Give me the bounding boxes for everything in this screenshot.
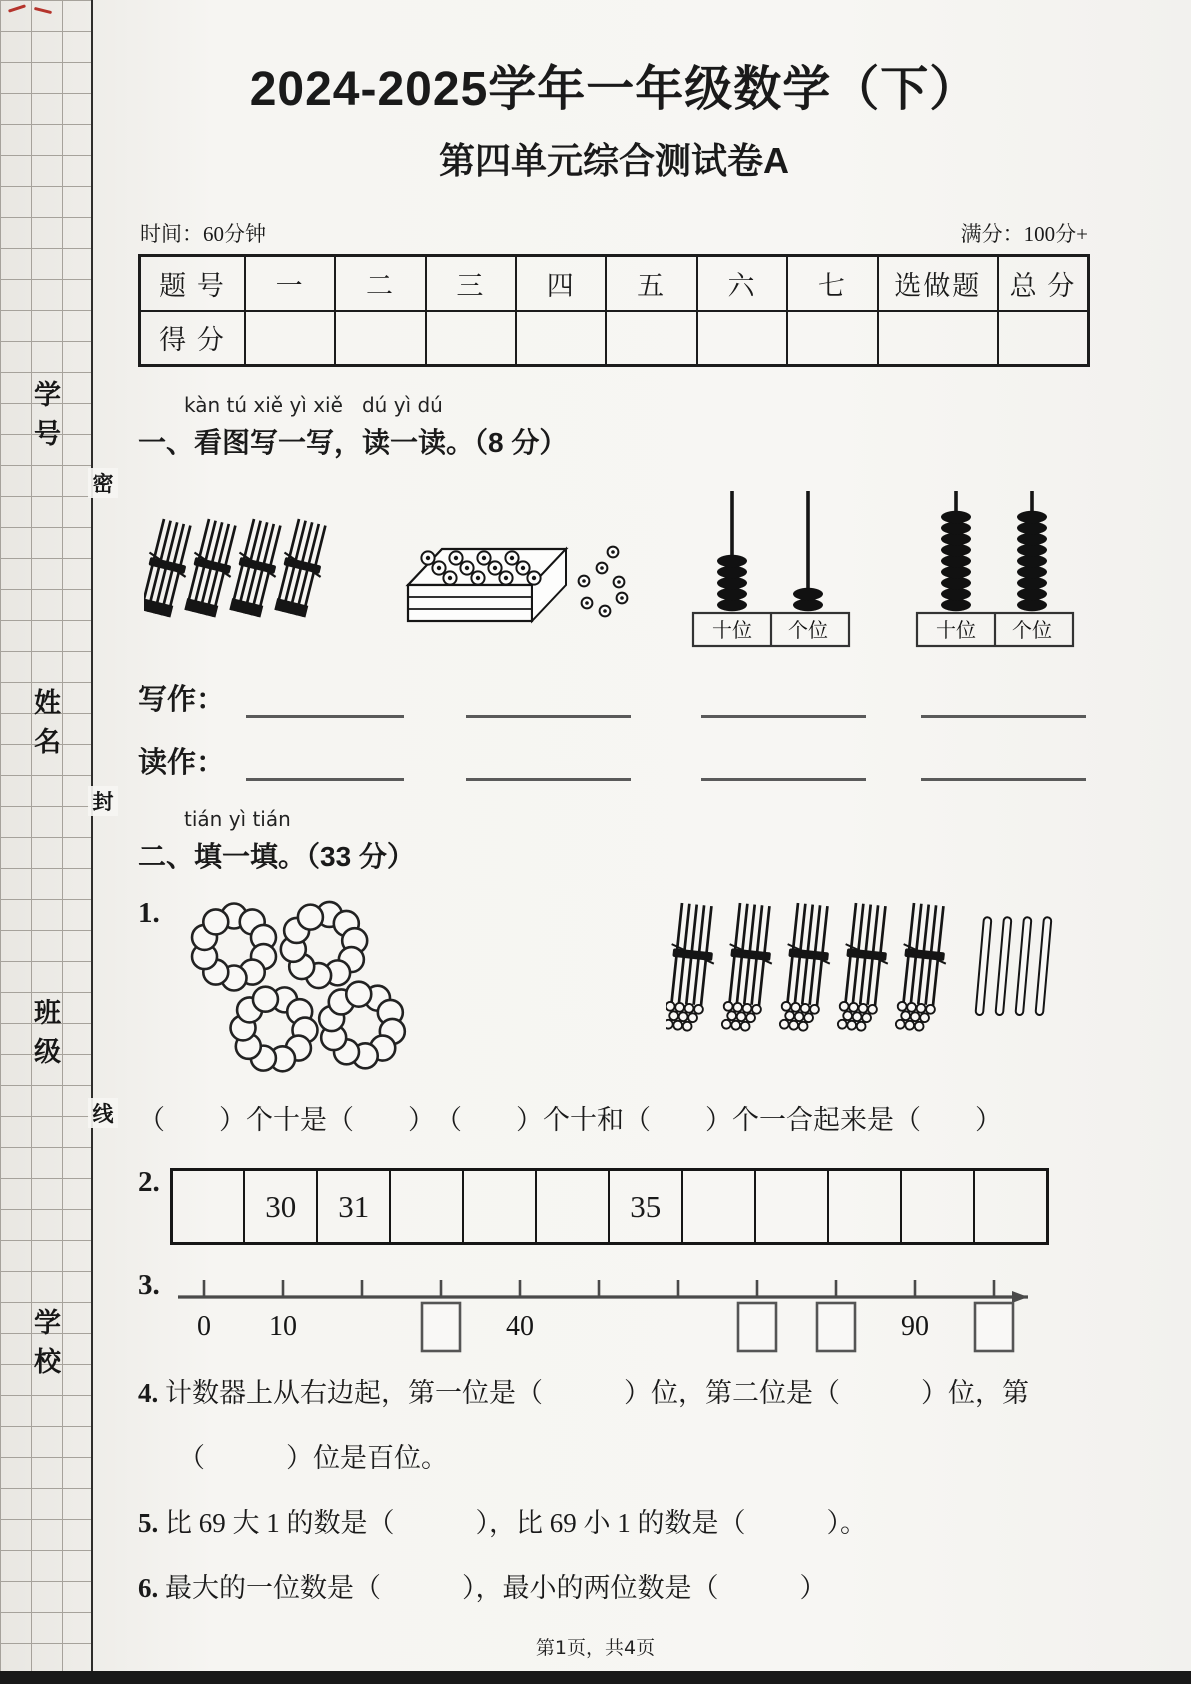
score-table-header-cell: 一 [245, 256, 335, 311]
seal-char-feng: 封 [88, 786, 118, 816]
score-table-header-cell: 题 号 [140, 256, 245, 311]
abacus-figure-99 [908, 487, 1084, 655]
question-5 [138, 1501, 1090, 1540]
sequence-cell-blank [171, 1170, 244, 1244]
question-1 [138, 895, 1090, 1087]
sequence-cell-blank [828, 1170, 901, 1244]
question-4-text1: 计数器上从右边起，第一位是（ ）位，第二位是（ ）位，第 [165, 1378, 1029, 1409]
number-line-figure [170, 1267, 1060, 1361]
question-4-line1 [138, 1371, 1090, 1410]
question-2 [138, 1164, 1090, 1245]
score-empty-cell [606, 311, 696, 366]
page-subtitle: 第四单元综合测试卷A [439, 140, 789, 181]
exam-content [138, 0, 1090, 1605]
score-empty-cell [998, 311, 1088, 366]
sequence-cell-filled: 31 [317, 1170, 390, 1244]
score-table-header-cell: 七 [787, 256, 877, 311]
section1-pinyin: kàn tú xiě yì xiě dú yì dú [184, 393, 443, 417]
svg-text:40: 40 [505, 1311, 534, 1343]
abacus-figure-52 [684, 487, 860, 655]
question-5-number: 5. [138, 1508, 159, 1539]
section1-figures [138, 487, 1090, 655]
answer-blank [246, 684, 404, 718]
write-as-label: 写作： [138, 684, 226, 716]
page-number-footer: 第1页，共4页 [535, 1637, 656, 1659]
answer-blank [921, 684, 1086, 718]
score-empty-cell [787, 311, 877, 366]
answer-blank [921, 747, 1086, 781]
score-empty-cell [245, 311, 335, 366]
answer-blank [701, 684, 866, 718]
question-4-text2: （ ）位是百位。 [178, 1443, 448, 1474]
answer-margin-grid [0, 0, 93, 1684]
name-field-label: 姓名 [30, 688, 60, 766]
svg-text:个位: 个位 [787, 620, 828, 642]
section2-pinyin: tián yì tián [184, 807, 291, 831]
answer-blank [466, 747, 631, 781]
score-table-header-cell: 五 [606, 256, 696, 311]
sequence-cell-blank [974, 1170, 1047, 1244]
score-empty-cell [878, 311, 999, 366]
exam-meta [138, 218, 1090, 248]
stick-bundles-figure [144, 503, 342, 655]
question-4-line2 [138, 1436, 1090, 1475]
question-1-text: （ ）个十是（ ） （ ）个十和（ ）个一合起来是（ ） [138, 1105, 1002, 1135]
svg-text:十位: 十位 [935, 620, 976, 642]
sequence-cell-blank [682, 1170, 755, 1244]
question-1-number: 1. [138, 897, 160, 929]
score-table [138, 254, 1090, 367]
question-2-number: 2. [138, 1166, 160, 1199]
photo-edge [0, 1671, 1191, 1684]
read-as-row [138, 740, 1090, 781]
sequence-cell-filled: 30 [244, 1170, 317, 1244]
student-id-field-label: 学号 [30, 380, 60, 458]
score-empty-cell [516, 311, 606, 366]
stray-pen-mark [8, 4, 26, 12]
answer-blank [701, 747, 866, 781]
question-6 [138, 1566, 1090, 1605]
time-limit-label: 时间：60分钟 [140, 222, 266, 246]
section1-heading: 一、看图写一写，读一读。（8 分） [138, 427, 568, 458]
number-sequence-strip [170, 1168, 1049, 1245]
score-table-header-cell: 二 [335, 256, 425, 311]
write-as-row [138, 677, 1090, 718]
svg-text:个位: 个位 [1011, 620, 1052, 642]
question-4-number: 4. [138, 1378, 159, 1409]
sequence-cell-blank [755, 1170, 828, 1244]
svg-text:0: 0 [196, 1311, 211, 1343]
score-table-header-cell: 选做题 [878, 256, 999, 311]
sequence-cell-filled: 35 [609, 1170, 682, 1244]
question-3 [138, 1267, 1090, 1361]
class-field-label: 班级 [30, 998, 60, 1076]
seal-char-xian: 线 [88, 1098, 118, 1128]
answer-blank [246, 747, 404, 781]
svg-text:十位: 十位 [711, 620, 752, 642]
page-title: 2024-2025学年一年级数学（下） [249, 63, 979, 116]
score-empty-cell [335, 311, 425, 366]
sequence-cell-blank [390, 1170, 463, 1244]
read-as-label: 读作： [138, 747, 226, 779]
egg-tray-figure [390, 519, 635, 655]
question-6-number: 6. [138, 1573, 159, 1604]
score-table-header-cell: 总 分 [998, 256, 1088, 311]
stray-pen-mark [34, 7, 52, 14]
bundles-and-sticks-figure [666, 895, 1086, 1063]
sequence-cell-blank [901, 1170, 974, 1244]
score-table-header-cell: 六 [697, 256, 787, 311]
answer-blank [466, 684, 631, 718]
section2-heading: 二、填一填。（33 分） [138, 841, 415, 872]
svg-text:10: 10 [268, 1311, 297, 1343]
sequence-cell-blank [536, 1170, 609, 1244]
score-empty-cell [697, 311, 787, 366]
question-5-text: 比 69 大 1 的数是（ ），比 69 小 1 的数是（ ）。 [165, 1508, 867, 1539]
score-table-header-cell: 四 [516, 256, 606, 311]
bead-rings-figure [170, 895, 432, 1087]
question-6-text: 最大的一位数是（ ），最小的两位数是（ ） [165, 1573, 827, 1604]
score-row-label: 得 分 [140, 311, 245, 366]
score-table-header-cell: 三 [426, 256, 516, 311]
school-field-label: 学校 [30, 1308, 60, 1386]
full-score-label: 满分：100分+ [960, 222, 1088, 246]
svg-text:90: 90 [900, 1311, 929, 1343]
seal-char-mi: 密 [88, 468, 118, 498]
sequence-cell-blank [463, 1170, 536, 1244]
score-empty-cell [426, 311, 516, 366]
question-3-number: 3. [138, 1269, 160, 1302]
